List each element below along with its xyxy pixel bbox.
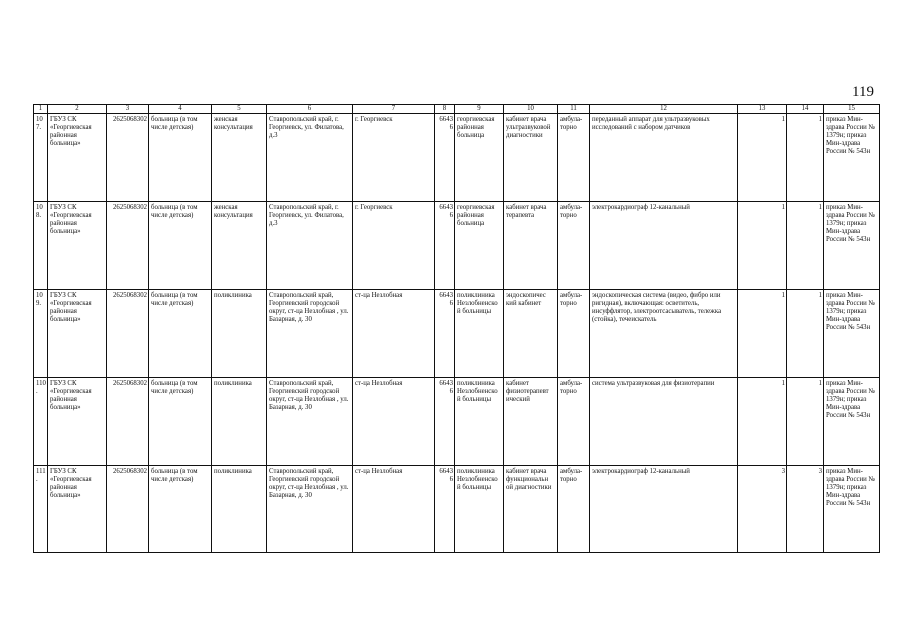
cell-basis: приказ Мин-здрава России № 1379н; приказ Мин-здрава России № 543н [824,114,880,202]
cell-basis: приказ Мин-здрава России № 1379н; приказ Мин-здрава России № 543н [824,290,880,378]
cell-quantity-required: 3 [738,466,787,553]
cell-room: кабинет врача терапевта [504,202,558,290]
cell-address: Ставропольский край, Георгиевский городской округ, ст-ца Незлобная , ул. Базарная, д. 30 [267,290,353,378]
cell-quantity-required: 1 [738,290,787,378]
cell-equipment: переданный аппарат для ультразвуковых исследований с набором датчиков [590,114,738,202]
cell-equipment: электрокардиограф 12-канальный [590,202,738,290]
cell-address: Ставропольский край, Георгиевский городской округ, ст-ца Незлобная , ул. Базарная, д. 30 [267,378,353,466]
column-number: 10 [504,105,558,114]
cell-inn: 2625068302 [107,466,149,553]
column-number: 7 [353,105,435,114]
cell-organization: ГБУЗ СК «Георгиевская районная больница» [48,466,107,553]
cell-row-number: 111. [34,466,48,553]
cell-code: 66436 [435,202,455,290]
cell-room: кабинет врача ультразвуковой диагностики [504,114,558,202]
column-number: 11 [558,105,590,114]
cell-unit: поликлиника [212,378,267,466]
cell-row-number: 110. [34,378,48,466]
cell-locality: г. Георгиевск [353,114,435,202]
cell-quantity-planned: 1 [787,114,824,202]
cell-address: Ставропольский край, г. Георгиевск, ул. Филатова, д.3 [267,114,353,202]
cell-row-number: 109. [34,290,48,378]
table-row [34,466,880,553]
column-number: 5 [212,105,267,114]
cell-org-type: больница (в том числе детская) [149,202,212,290]
cell-equipment: эндоскопическая система (видео, фибро или ригидная), включающая: осветитель, инсуффлятор, электроотсасыватель, тележка (стойка), течеискатель [590,290,738,378]
cell-quantity-planned: 3 [787,466,824,553]
column-number: 1 [34,105,48,114]
cell-org-type: больница (в том числе детская) [149,378,212,466]
column-number: 4 [149,105,212,114]
cell-mode: амбула-торно [558,466,590,553]
cell-basis: приказ Мин-здрава России № 1379н; приказ Мин-здрава России № 543н [824,202,880,290]
column-number: 3 [107,105,149,114]
table-row [34,202,880,290]
cell-address: Ставропольский край, Георгиевский городской округ, ст-ца Незлобная , ул. Базарная, д. 30 [267,466,353,553]
cell-quantity-planned: 1 [787,202,824,290]
cell-quantity-required: 1 [738,202,787,290]
cell-inn: 2625068302 [107,378,149,466]
cell-inn: 2625068302 [107,114,149,202]
cell-quantity-planned: 1 [787,378,824,466]
cell-mode: амбула-торно [558,114,590,202]
cell-locality: ст-ца Незлобная [353,378,435,466]
cell-locality: г. Георгиевск [353,202,435,290]
cell-org-type: больница (в том числе детская) [149,466,212,553]
cell-unit: женская консультация [212,114,267,202]
cell-facility: георгиевская районная больница [455,114,504,202]
column-number: 13 [738,105,787,114]
registry-table [33,104,880,553]
table-row [34,378,880,466]
column-number: 2 [48,105,107,114]
cell-facility: поликлиника Незлобненско й больницы [455,378,504,466]
cell-code: 66436 [435,378,455,466]
cell-quantity-required: 1 [738,378,787,466]
cell-unit: поликлиника [212,290,267,378]
cell-mode: амбула-торно [558,202,590,290]
cell-row-number: 108. [34,202,48,290]
cell-facility: георгиевская районная больница [455,202,504,290]
cell-code: 66436 [435,290,455,378]
cell-unit: женская консультация [212,202,267,290]
cell-facility: поликлиника Незлобненско й больницы [455,466,504,553]
cell-equipment: электрокардиограф 12-канальный [590,466,738,553]
cell-quantity-planned: 1 [787,290,824,378]
column-number: 14 [787,105,824,114]
column-number: 9 [455,105,504,114]
cell-organization: ГБУЗ СК «Георгиевская районная больница» [48,114,107,202]
column-number: 12 [590,105,738,114]
column-number: 8 [435,105,455,114]
cell-basis: приказ Мин-здрава России № 1379н; приказ Мин-здрава России № 543н [824,378,880,466]
cell-locality: ст-ца Незлобная [353,466,435,553]
cell-org-type: больница (в том числе детская) [149,114,212,202]
cell-equipment: система ультразвуковая для физиотерапии [590,378,738,466]
cell-organization: ГБУЗ СК «Георгиевская районная больница» [48,202,107,290]
cell-locality: ст-ца Незлобная [353,290,435,378]
cell-room: кабинет врача функциональн ой диагностики [504,466,558,553]
cell-inn: 2625068302 [107,202,149,290]
cell-basis: приказ Мин-здрава России № 1379н; приказ Мин-здрава России № 543н [824,466,880,553]
cell-mode: амбула-торно [558,290,590,378]
cell-mode: амбула-торно [558,378,590,466]
cell-code: 66436 [435,114,455,202]
cell-organization: ГБУЗ СК «Георгиевская районная больница» [48,378,107,466]
cell-row-number: 107. [34,114,48,202]
column-number: 15 [824,105,880,114]
cell-org-type: больница (в том числе детская) [149,290,212,378]
cell-quantity-required: 1 [738,114,787,202]
cell-code: 66436 [435,466,455,553]
cell-inn: 2625068302 [107,290,149,378]
table-row [34,290,880,378]
page-number: 119 [852,84,874,100]
cell-organization: ГБУЗ СК «Георгиевская районная больница» [48,290,107,378]
cell-facility: поликлиника Незлобненско й больницы [455,290,504,378]
table-row [34,114,880,202]
column-number-row [34,105,880,114]
cell-room: кабинет физиотерапевт ический [504,378,558,466]
cell-room: эндоскопичес кий кабинет [504,290,558,378]
cell-unit: поликлиника [212,466,267,553]
column-number: 6 [267,105,353,114]
cell-address: Ставропольский край, г. Георгиевск, ул. Филатова, д.3 [267,202,353,290]
